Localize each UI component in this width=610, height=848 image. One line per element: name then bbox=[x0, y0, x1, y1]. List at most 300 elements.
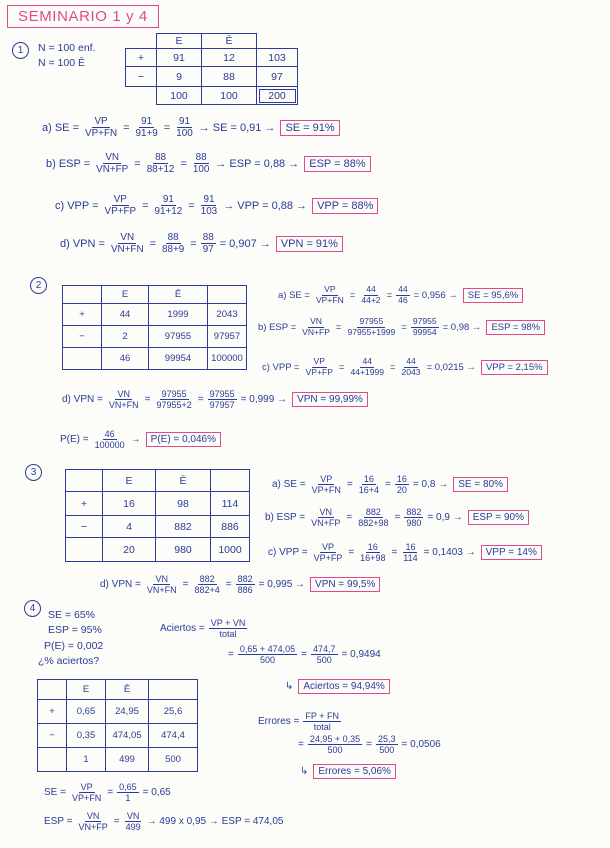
fraction-numerator: VP bbox=[324, 284, 336, 294]
formula-text: b) ESP = bbox=[258, 321, 297, 333]
fraction-numerator: 44 bbox=[398, 284, 408, 294]
table-header-cell: E bbox=[157, 34, 202, 49]
fraction-numerator: 44 bbox=[406, 356, 416, 366]
formula-text: ESP = bbox=[44, 816, 73, 828]
table-cell: 1000 bbox=[211, 538, 250, 562]
fraction bbox=[312, 542, 345, 563]
fraction bbox=[345, 317, 397, 337]
fraction-denominator: 91+9 bbox=[135, 128, 158, 140]
table-cell: 103 bbox=[257, 49, 298, 67]
fraction bbox=[303, 711, 341, 732]
formula-text: = bbox=[123, 121, 130, 134]
contingency-table-3 bbox=[65, 469, 250, 562]
fraction-denominator: 886 bbox=[237, 585, 253, 596]
fraction-numerator: VP bbox=[313, 356, 325, 366]
fraction-numerator: 882 bbox=[365, 507, 381, 517]
table-cell: 97955 bbox=[149, 326, 208, 348]
fraction-denominator: 100000 bbox=[94, 440, 125, 451]
result-box: VPN = 91% bbox=[276, 236, 343, 252]
fraction-numerator: VN bbox=[86, 811, 100, 821]
formula-text: → VPP = 0,88 → bbox=[223, 199, 308, 212]
table-cell: 500 bbox=[149, 748, 198, 772]
fraction bbox=[103, 194, 139, 217]
formula-text: = bbox=[182, 579, 189, 591]
fraction-numerator: 44 bbox=[362, 356, 372, 366]
table-corner-cell bbox=[149, 680, 198, 700]
fraction-denominator: VN+FP bbox=[302, 326, 330, 337]
fraction bbox=[356, 507, 390, 528]
fraction bbox=[310, 474, 343, 495]
fraction-denominator: 114 bbox=[403, 553, 418, 564]
fraction bbox=[192, 574, 221, 595]
table-row bbox=[126, 67, 298, 87]
fraction bbox=[208, 389, 237, 410]
formula-text: = bbox=[385, 479, 391, 491]
fraction-denominator: 882+4 bbox=[194, 585, 220, 596]
fraction-denominator: VP+FN bbox=[311, 485, 341, 496]
table-cell: 4 bbox=[103, 516, 156, 538]
formula-text: = 0,999 → bbox=[240, 394, 288, 406]
table-header-cell: Ē bbox=[202, 34, 257, 49]
fraction bbox=[300, 317, 332, 337]
formula-text: = bbox=[366, 739, 372, 751]
fraction-denominator: 44+2 bbox=[361, 294, 381, 305]
fraction-denominator: VN+FN bbox=[110, 244, 144, 256]
table-row bbox=[63, 304, 247, 326]
table-row bbox=[126, 87, 298, 105]
formula-text: → 499 x 0,95 → ESP = 474,05 bbox=[146, 816, 284, 828]
s2-sensitivity-formula bbox=[278, 285, 523, 305]
formula-text: a) SE = bbox=[278, 289, 310, 301]
s4-specificity-formula bbox=[44, 811, 283, 832]
formula-text: = bbox=[386, 289, 393, 301]
formula-text: = bbox=[346, 479, 353, 491]
table-cell bbox=[66, 538, 103, 562]
fraction-denominator: VN+FN bbox=[108, 400, 139, 411]
fraction-denominator: VP+FN bbox=[71, 793, 102, 804]
table-cell: 1999 bbox=[149, 304, 208, 326]
formula-text: b) ESP = bbox=[265, 512, 306, 524]
fraction-numerator: 16 bbox=[367, 542, 378, 552]
table-cell: 1 bbox=[67, 748, 106, 772]
table-row bbox=[38, 724, 198, 748]
fraction bbox=[145, 152, 177, 175]
formula-text: c) VPP = bbox=[268, 547, 308, 559]
table-row bbox=[66, 516, 250, 538]
table-row bbox=[38, 700, 198, 724]
formula-text: = bbox=[107, 787, 114, 799]
fraction-denominator: VP+FP bbox=[313, 553, 343, 564]
formula-text: = bbox=[188, 199, 195, 212]
formula-text: = bbox=[301, 649, 307, 661]
fraction-denominator: 46 bbox=[398, 294, 408, 305]
formula-text: = bbox=[197, 394, 204, 406]
fraction-numerator: VN bbox=[105, 152, 120, 163]
fraction-denominator: 99954 bbox=[412, 326, 437, 337]
population-healthy-line: N = 100 Ē bbox=[38, 57, 85, 69]
table-cell: 20 bbox=[103, 538, 156, 562]
fraction-denominator: 16+98 bbox=[360, 553, 386, 564]
fraction-numerator: 16 bbox=[396, 474, 407, 484]
result-box: ESP = 88% bbox=[304, 156, 370, 172]
table-cell: 0,65 bbox=[67, 700, 106, 724]
table-header-row bbox=[38, 680, 198, 700]
fraction bbox=[107, 389, 141, 410]
table-header-cell: E bbox=[103, 470, 156, 492]
formula-text: SE = bbox=[44, 787, 66, 799]
aciertos-definition bbox=[160, 618, 248, 639]
fraction bbox=[209, 618, 248, 639]
s1-specificity-formula bbox=[46, 152, 371, 175]
table-cell: + bbox=[126, 49, 157, 67]
population-sick-line: N = 100 enf. bbox=[38, 42, 96, 54]
contingency-table-4 bbox=[37, 679, 198, 772]
table-cell: 100000 bbox=[208, 348, 247, 370]
fraction-numerator: 24,95 + 0,35 bbox=[309, 734, 361, 744]
table-row bbox=[63, 348, 247, 370]
formula-text: = bbox=[180, 157, 187, 170]
fraction bbox=[304, 357, 335, 377]
table-cell: 474,05 bbox=[106, 724, 149, 748]
table-cell: 99954 bbox=[149, 348, 208, 370]
result-box: VPN = 99,99% bbox=[292, 392, 368, 407]
table-cell: 980 bbox=[156, 538, 211, 562]
formula-text: = bbox=[346, 512, 353, 524]
fraction-denominator: total bbox=[313, 722, 331, 733]
formula-text: = 0,0215 → bbox=[426, 361, 476, 373]
fraction-denominator: 97957 bbox=[209, 400, 235, 411]
table-row bbox=[66, 492, 250, 516]
fraction bbox=[117, 782, 139, 803]
given-specificity: ESP = 95% bbox=[48, 624, 102, 636]
section-number-2: 2 bbox=[30, 277, 47, 294]
fraction bbox=[376, 734, 398, 755]
fraction bbox=[94, 152, 130, 175]
table-header-cell: Ē bbox=[156, 470, 211, 492]
fraction-denominator: 100 bbox=[176, 128, 193, 140]
table-cell: 9 bbox=[157, 67, 202, 87]
fraction-numerator: 0,65 + 474,05 bbox=[239, 644, 296, 654]
fraction-denominator: 88+12 bbox=[146, 164, 175, 176]
formula-text: = bbox=[113, 816, 120, 828]
table-cell: − bbox=[38, 724, 67, 748]
fraction-denominator: 500 bbox=[316, 655, 332, 666]
fraction bbox=[93, 429, 127, 450]
formula-text: = bbox=[225, 579, 232, 591]
table-cell: 97957 bbox=[208, 326, 247, 348]
section-number-1: 1 bbox=[12, 42, 29, 59]
table-cell: 25,6 bbox=[149, 700, 198, 724]
s3-specificity-formula bbox=[265, 507, 529, 528]
fraction-numerator: 46 bbox=[104, 429, 115, 439]
table-header-cell: Ē bbox=[106, 680, 149, 700]
result-box: SE = 91% bbox=[280, 120, 339, 136]
formula-text: = 0,9 → bbox=[427, 512, 463, 524]
table-cell: − bbox=[66, 516, 103, 538]
fraction-denominator: 44+1999 bbox=[350, 366, 384, 377]
formula-text: = bbox=[149, 237, 157, 250]
result-box: SE = 80% bbox=[453, 477, 508, 492]
formula-text: d) VPN = bbox=[100, 579, 141, 591]
formula-text: c) VPP = bbox=[55, 199, 99, 212]
fraction bbox=[348, 357, 386, 377]
table-cell: 100 bbox=[157, 87, 202, 105]
fraction bbox=[359, 285, 382, 305]
formula-text: ↳ bbox=[285, 681, 294, 692]
formula-text: = bbox=[144, 394, 151, 406]
fraction-numerator: 91 bbox=[141, 116, 153, 127]
fraction-numerator: VN bbox=[155, 574, 168, 584]
errores-calculation bbox=[298, 734, 441, 755]
s3-npv-formula bbox=[100, 574, 380, 595]
formula-text: = bbox=[298, 739, 304, 751]
s3-ppv-formula bbox=[268, 542, 542, 563]
fraction bbox=[70, 782, 103, 803]
formula-text: = 0,0506 bbox=[401, 739, 441, 751]
formula-text: = 0,65 bbox=[142, 787, 171, 799]
fraction-numerator: 88 bbox=[202, 232, 214, 243]
formula-text: = 0,98 → bbox=[442, 321, 482, 333]
fraction bbox=[153, 194, 185, 217]
table-row bbox=[63, 326, 247, 348]
fraction-numerator: VP bbox=[94, 116, 108, 127]
fraction-denominator: 2043 bbox=[401, 366, 421, 377]
table-corner-cell bbox=[63, 286, 102, 304]
table-cell: + bbox=[66, 492, 103, 516]
fraction-numerator: 16 bbox=[363, 474, 374, 484]
formula-text: = 0,9494 bbox=[341, 649, 381, 661]
s2-ppv-formula bbox=[262, 357, 548, 377]
table-cell: 97 bbox=[257, 67, 298, 87]
result-box: ESP = 98% bbox=[486, 320, 545, 335]
section-number-3: 3 bbox=[25, 464, 42, 481]
fraction bbox=[396, 285, 410, 305]
fraction-denominator: 97955+2 bbox=[156, 400, 192, 411]
fraction-numerator: VP bbox=[113, 194, 127, 205]
s4-sensitivity-formula bbox=[44, 782, 171, 803]
formula-text: → bbox=[130, 434, 141, 446]
fraction bbox=[357, 474, 381, 495]
question-aciertos: ¿% aciertos? bbox=[38, 655, 100, 667]
formula-text: = bbox=[391, 547, 398, 559]
fraction-numerator: VP + VN bbox=[210, 618, 246, 628]
fraction-denominator: 20 bbox=[396, 485, 407, 496]
fraction bbox=[236, 574, 255, 595]
formula-text: = 0,1403 → bbox=[423, 547, 476, 559]
fraction-denominator: 97 bbox=[202, 244, 214, 256]
fraction-denominator: 103 bbox=[200, 206, 218, 218]
fraction bbox=[238, 644, 297, 665]
fraction-numerator: 88 bbox=[167, 232, 179, 243]
errores-result bbox=[300, 764, 396, 779]
s2-npv-formula bbox=[62, 389, 368, 410]
table-header-cell: E bbox=[67, 680, 106, 700]
fraction-denominator: 97955+1999 bbox=[347, 326, 396, 337]
fraction-numerator: VP bbox=[80, 782, 93, 792]
fraction bbox=[358, 542, 387, 563]
fraction-denominator: VP+FN bbox=[85, 128, 118, 140]
result-box: ESP = 90% bbox=[468, 510, 529, 525]
fraction-denominator: 16+4 bbox=[358, 485, 380, 496]
fraction-denominator: VP+FN bbox=[315, 294, 344, 305]
fraction-numerator: 88 bbox=[195, 152, 207, 163]
table-cell: 200 bbox=[257, 87, 298, 105]
table-header-row bbox=[66, 470, 250, 492]
formula-text: = 0,907 → bbox=[219, 237, 271, 250]
formula-text: = bbox=[134, 157, 141, 170]
formula-text: = bbox=[338, 361, 345, 373]
formula-text: = bbox=[228, 649, 234, 661]
formula-text: = 0,8 → bbox=[412, 479, 449, 491]
fraction-numerator: FP + FN bbox=[305, 711, 339, 721]
formula-text: c) VPP = bbox=[262, 361, 300, 373]
fraction bbox=[76, 811, 109, 832]
fraction-numerator: 882 bbox=[199, 574, 215, 584]
fraction bbox=[201, 232, 216, 255]
result-box: VPN = 99,5% bbox=[310, 577, 380, 592]
table-cell: 44 bbox=[102, 304, 149, 326]
result-box: Aciertos = 94,94% bbox=[298, 679, 389, 694]
table-cell: − bbox=[63, 326, 102, 348]
contingency-table-2 bbox=[62, 285, 247, 370]
fraction-denominator: 500 bbox=[259, 655, 276, 666]
formula-text: = 0,995 → bbox=[258, 579, 306, 591]
formula-text: = bbox=[142, 199, 149, 212]
fraction bbox=[154, 389, 193, 410]
fraction-numerator: 97955 bbox=[161, 389, 187, 399]
fraction-denominator: total bbox=[219, 629, 237, 640]
formula-text: b) ESP = bbox=[46, 157, 91, 170]
fraction-numerator: VN bbox=[117, 389, 130, 399]
table-corner-cell bbox=[126, 34, 157, 49]
fraction-denominator: 100 bbox=[192, 164, 210, 176]
fraction bbox=[411, 317, 439, 337]
table-cell: 12 bbox=[202, 49, 257, 67]
formula-text: a) SE = bbox=[42, 121, 79, 134]
fraction-numerator: 88 bbox=[155, 152, 167, 163]
fraction-numerator: VP bbox=[320, 474, 333, 484]
result-box: VPP = 2,15% bbox=[481, 360, 548, 375]
table-header-cell: Ē bbox=[149, 286, 208, 304]
table-corner-cell bbox=[208, 286, 247, 304]
fraction-numerator: 0,65 bbox=[119, 782, 137, 792]
table-cell: 886 bbox=[211, 516, 250, 538]
table-row bbox=[38, 748, 198, 772]
fraction bbox=[199, 194, 219, 217]
given-sensitivity: SE = 65% bbox=[48, 609, 95, 621]
fraction-numerator: VN bbox=[120, 232, 135, 243]
formula-text: = bbox=[349, 289, 356, 301]
table-row bbox=[66, 538, 250, 562]
fraction bbox=[160, 232, 186, 255]
formula-text: = bbox=[394, 512, 401, 524]
s1-ppv-formula bbox=[55, 194, 378, 217]
table-cell: 2043 bbox=[208, 304, 247, 326]
fraction-denominator: 980 bbox=[406, 518, 422, 529]
formula-text: P(E) = bbox=[60, 434, 89, 446]
s1-sensitivity-formula bbox=[42, 116, 340, 139]
table-corner-cell bbox=[66, 470, 103, 492]
fraction-numerator: 97955 bbox=[412, 316, 437, 326]
table-cell: 46 bbox=[102, 348, 149, 370]
fraction-numerator: 91 bbox=[178, 116, 190, 127]
fraction-denominator: 882+98 bbox=[358, 518, 389, 529]
fraction bbox=[404, 507, 423, 528]
fraction-numerator: 97955 bbox=[209, 389, 235, 399]
table-header-row bbox=[63, 286, 247, 304]
table-cell: 114 bbox=[211, 492, 250, 516]
formula-text: Aciertos = bbox=[160, 623, 205, 635]
table-row bbox=[126, 49, 298, 67]
table-corner-cell bbox=[211, 470, 250, 492]
formula-text: = bbox=[190, 237, 197, 250]
formula-text: → SE = 0,91 → bbox=[198, 121, 276, 134]
fraction-denominator: 1 bbox=[125, 793, 131, 804]
result-box: Errores = 5,06% bbox=[313, 764, 396, 779]
table-header-row bbox=[126, 34, 298, 49]
fraction-denominator: 500 bbox=[379, 745, 395, 756]
formula-text: a) SE = bbox=[272, 479, 306, 491]
fraction bbox=[174, 116, 194, 139]
result-box: VPP = 88% bbox=[312, 198, 378, 214]
table-corner-cell bbox=[257, 34, 298, 49]
formula-text: Errores = bbox=[258, 716, 300, 728]
fraction-numerator: 474,7 bbox=[313, 644, 336, 654]
fraction bbox=[309, 507, 342, 528]
table-cell: 16 bbox=[103, 492, 156, 516]
formula-text: = bbox=[401, 321, 407, 333]
result-box: VPP = 14% bbox=[481, 545, 542, 560]
fraction-numerator: 97955 bbox=[359, 316, 384, 326]
formula-text: = bbox=[348, 547, 355, 559]
table-cell: + bbox=[38, 700, 67, 724]
table-cell: − bbox=[126, 67, 157, 87]
fraction-denominator: VN+FP bbox=[78, 822, 108, 833]
s3-sensitivity-formula bbox=[272, 474, 508, 495]
table-header-cell: E bbox=[102, 286, 149, 304]
section-number-4: 4 bbox=[24, 600, 41, 617]
fraction bbox=[314, 285, 346, 305]
s1-npv-formula bbox=[60, 232, 343, 255]
fraction bbox=[191, 152, 211, 175]
formula-text: = bbox=[389, 361, 396, 373]
fraction-numerator: 91 bbox=[162, 194, 174, 205]
fraction-numerator: 16 bbox=[405, 542, 416, 552]
table-cell bbox=[126, 87, 157, 105]
fraction-numerator: 882 bbox=[237, 574, 253, 584]
table-cell: + bbox=[63, 304, 102, 326]
fraction-numerator: VN bbox=[126, 811, 140, 821]
contingency-table-1 bbox=[125, 33, 298, 105]
fraction-numerator: VP bbox=[321, 542, 334, 552]
s2-specificity-formula bbox=[258, 317, 545, 337]
formula-text: d) VPN = bbox=[60, 237, 105, 250]
table-cell: 0,35 bbox=[67, 724, 106, 748]
table-cell bbox=[63, 348, 102, 370]
formula-text: d) VPN = bbox=[62, 394, 103, 406]
s2-prevalence-formula bbox=[60, 429, 221, 450]
table-cell: 474,4 bbox=[149, 724, 198, 748]
fraction-numerator: 882 bbox=[406, 507, 422, 517]
table-cell: 100 bbox=[202, 87, 257, 105]
formula-text: = bbox=[335, 321, 342, 333]
fraction-numerator: VN bbox=[319, 507, 333, 517]
fraction-denominator: 88+9 bbox=[162, 244, 185, 256]
table-cell: 2 bbox=[102, 326, 149, 348]
fraction-denominator: VP+FP bbox=[104, 206, 137, 218]
fraction bbox=[400, 357, 423, 377]
aciertos-calculation bbox=[228, 644, 381, 665]
